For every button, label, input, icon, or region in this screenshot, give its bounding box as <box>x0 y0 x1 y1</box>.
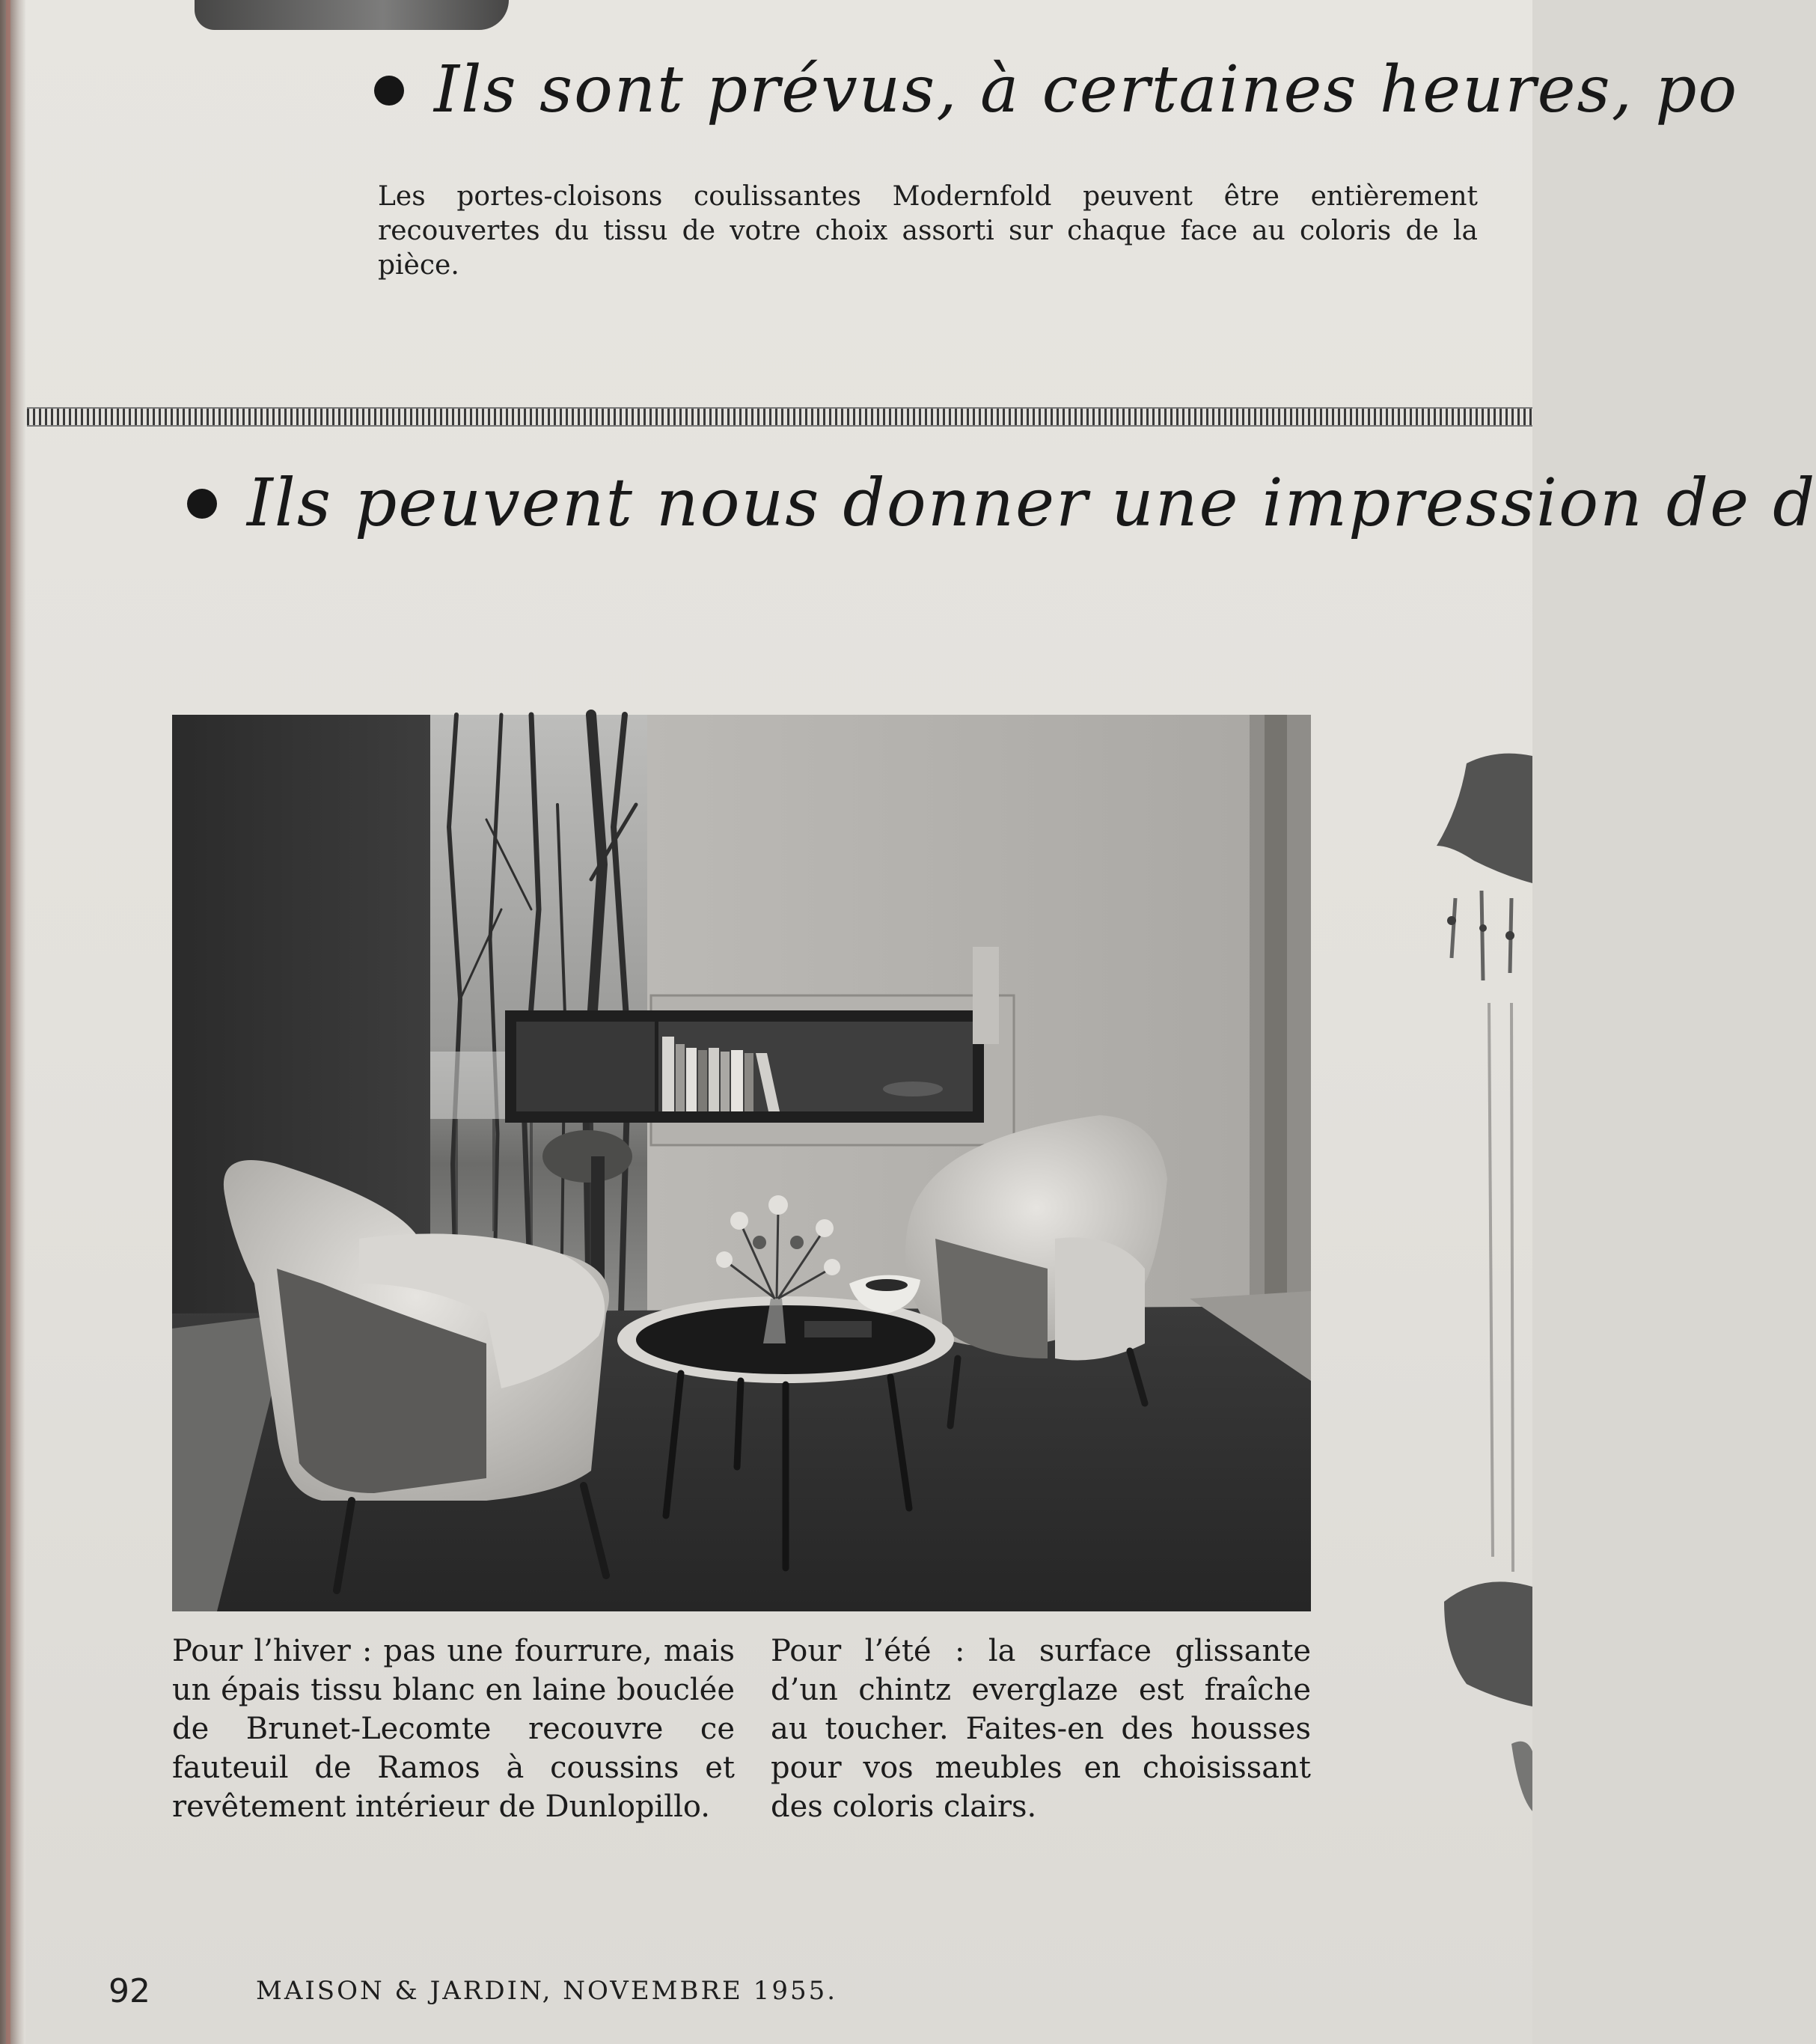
page-number: 92 <box>108 1972 150 2010</box>
headline-second <box>187 464 1816 541</box>
photo-illustration <box>172 715 1311 1611</box>
right-edge-illustration <box>1422 733 1532 1856</box>
headline-first-text: Ils sont prévus, à certaines heures, po <box>434 52 1739 127</box>
interior-photograph <box>172 715 1311 1611</box>
headline-first <box>374 52 1738 127</box>
publication-footer: MAISON & JARDIN, NOVEMBRE 1955. <box>256 1976 838 2006</box>
intro-paragraph: Les portes-cloisons coulissantes Modernfold peuvent être entièrement recouvertes du tissu de votre choix assorti sur chaque face au coloris de la pièce. <box>378 181 1478 281</box>
headline-second-text: Ils peuvent nous donner une impression de d <box>247 464 1816 541</box>
top-illustration-fragment <box>195 0 509 30</box>
caption-right: Pour l’été : la surface glissante d’un chintz everglaze est fraîche au toucher. Faites-en des housses pour vos meubles en choisissant des coloris clairs. <box>771 1634 1311 1824</box>
bullet-icon <box>374 76 404 106</box>
page-binding-edge <box>0 0 25 2044</box>
section-divider <box>27 407 1532 427</box>
binding-stripe <box>6 0 10 2044</box>
bullet-icon <box>187 489 217 519</box>
caption-left: Pour l’hiver : pas une fourrure, mais un épais tissu blanc en laine bouclée de Brunet-Lecomte recouvre ce fauteuil de Ramos à coussins et revêtement intérieur de Dunlopillo. <box>172 1634 735 1824</box>
